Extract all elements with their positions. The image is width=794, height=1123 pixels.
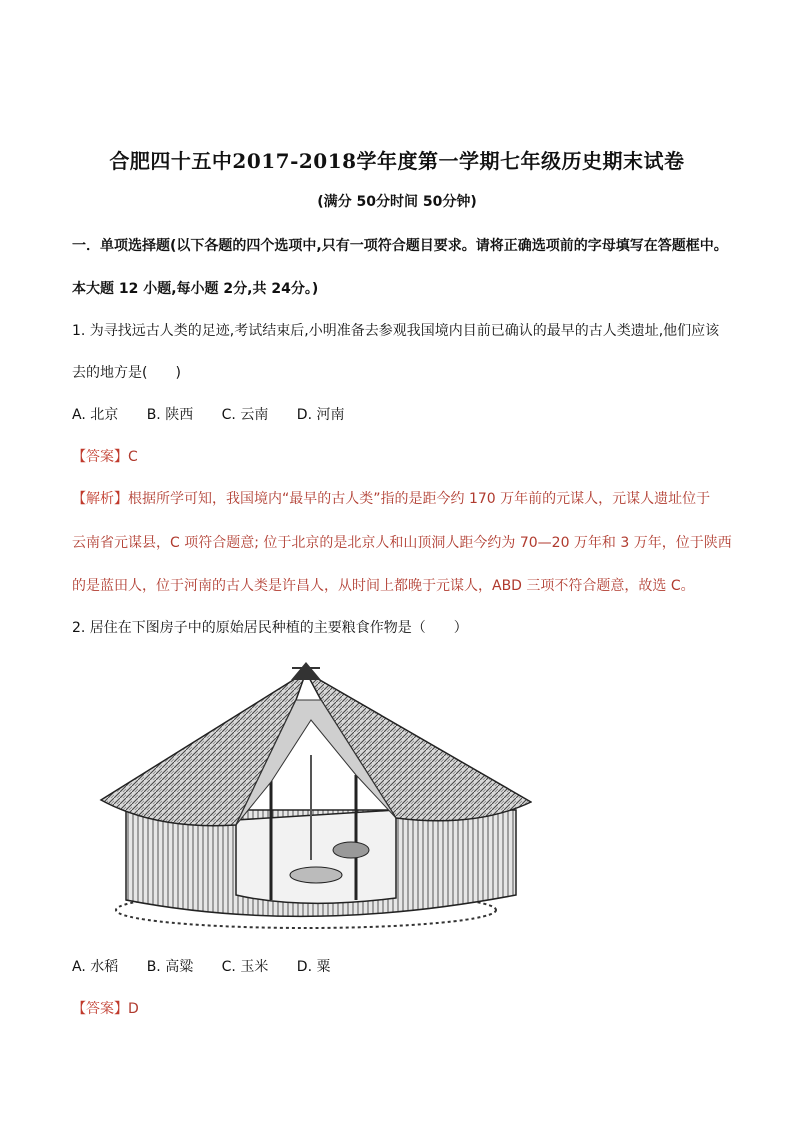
- option-d: D. 河南: [296, 407, 345, 423]
- question-2-stem: 2. 居住在下图房子中的原始居民种植的主要粮食作物是（ ）: [72, 620, 468, 636]
- answer-tag: 【答案】: [72, 1001, 128, 1017]
- answer-value: C: [128, 449, 138, 465]
- question-1-answer: [72, 446, 732, 466]
- question-2-options: [72, 956, 732, 976]
- option-a: A. 北京: [72, 407, 119, 423]
- question-1-options: [72, 404, 732, 424]
- thatched-hut-illustration: [96, 660, 532, 932]
- answer-value: D: [128, 1001, 139, 1017]
- question-1-analysis-line-2: 云南省元谋县，C 项符合题意; 位于北京的是北京人和山顶洞人距今约为 70—20 万年和 3 万年，位于陕西: [72, 535, 732, 551]
- question-1-analysis-line-3: 的是蓝田人，位于河南的古人类是许昌人，从时间上都晚于元谋人，ABD 三项不符合题意，故选 C。: [72, 578, 695, 594]
- option-d: D. 粟: [296, 959, 331, 975]
- page-subtitle: (满分 50分时间 50分钟): [317, 194, 477, 210]
- option-a: A. 水稻: [72, 959, 119, 975]
- analysis-text: 根据所学可知，我国境内“最早的古人类”指的是距今约 170 万年前的元谋人，元谋人遗址位于: [128, 491, 711, 507]
- option-b: B. 高粱: [146, 959, 194, 975]
- option-c: C. 云南: [221, 407, 269, 423]
- question-1-stem-line-2: 去的地方是( ): [72, 365, 181, 381]
- page-title: 合肥四十五中2017-2018学年度第一学期七年级历史期末试卷: [109, 149, 685, 173]
- option-b: B. 陕西: [146, 407, 194, 423]
- question-1-analysis-line-1: [72, 488, 732, 508]
- question-1-stem-line-1: 1. 为寻找远古人类的足迹,考试结束后,小明准备去参观我国境内目前已确认的最早的古人类遗址,他们应该: [72, 323, 720, 339]
- question-2-answer: [72, 998, 732, 1018]
- option-c: C. 玉米: [221, 959, 269, 975]
- analysis-tag: 【解析】: [72, 491, 128, 507]
- section-heading-line-1: 一．单项选择题(以下各题的四个选项中,只有一项符合题目要求。请将正确选项前的字母填写在答题框中。: [72, 238, 728, 254]
- section-heading-line-2: 本大题 12 小题,每小题 2分,共 24分。): [72, 281, 319, 297]
- answer-tag: 【答案】: [72, 449, 128, 465]
